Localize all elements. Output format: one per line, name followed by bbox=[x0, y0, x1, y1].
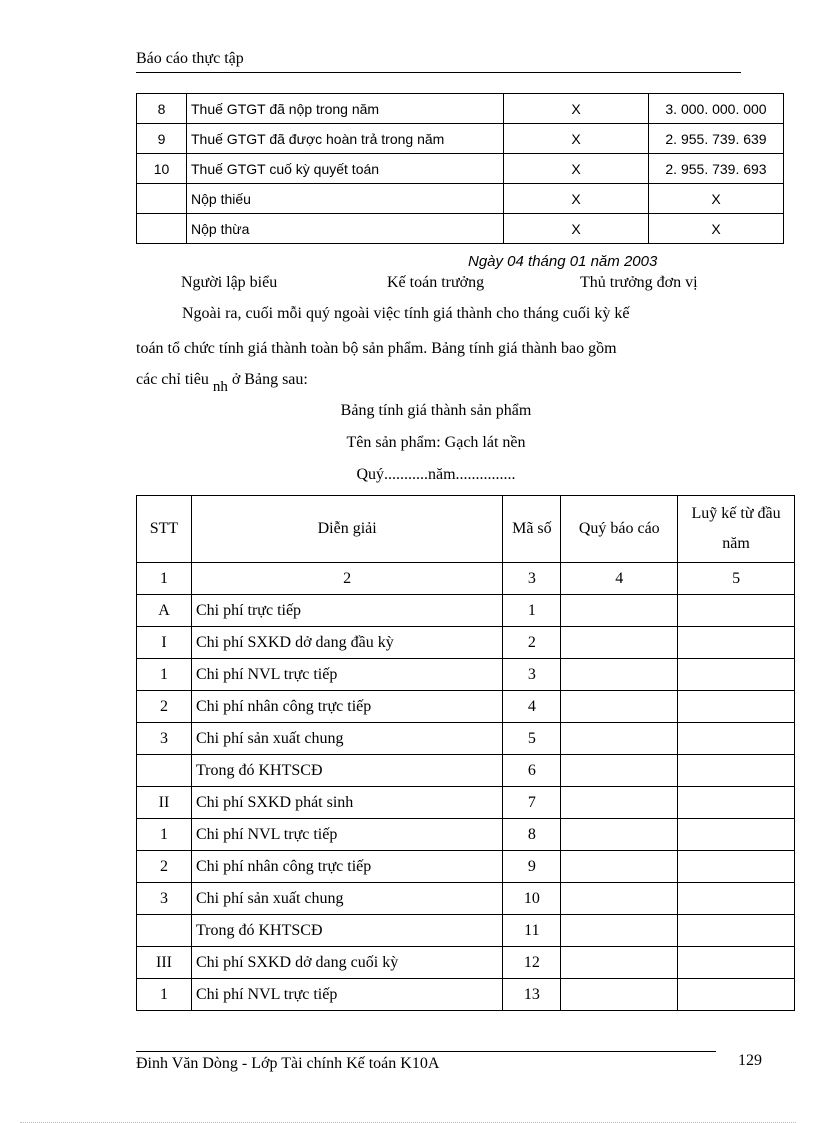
row-stt bbox=[137, 915, 192, 947]
row-description: Thuế GTGT đã được hoàn trả trong năm bbox=[187, 124, 504, 154]
vat-table-row bbox=[137, 184, 784, 214]
header-cumulative: Luỹ kế từ đầu năm bbox=[678, 496, 795, 563]
row-number bbox=[137, 184, 187, 214]
cost-table-row bbox=[137, 723, 795, 755]
period-line: Quý...........năm............... bbox=[356, 466, 516, 483]
row-code: 5 bbox=[503, 723, 561, 755]
row-description: Chi phí sản xuất chung bbox=[191, 883, 502, 915]
header-description: Diễn giải bbox=[191, 496, 502, 563]
row-code: 4 bbox=[503, 691, 561, 723]
row-stt: 3 bbox=[137, 883, 192, 915]
product-name: Tên sản phẩm: Gạch lát nền bbox=[346, 434, 526, 451]
row-cumulative-value bbox=[678, 659, 795, 691]
row-quarter-value bbox=[561, 979, 678, 1011]
cost-table-row bbox=[137, 915, 795, 947]
row-number: 8 bbox=[137, 94, 187, 124]
row-cumulative-value bbox=[678, 819, 795, 851]
row-description: Trong đó KHTSCĐ bbox=[191, 755, 502, 787]
row-code: 9 bbox=[503, 851, 561, 883]
row-cumulative-value bbox=[678, 947, 795, 979]
row-stt: 1 bbox=[137, 819, 192, 851]
row-description: Chi phí sản xuất chung bbox=[191, 723, 502, 755]
row-description: Chi phí trực tiếp bbox=[191, 595, 502, 627]
cost-table-body bbox=[137, 496, 795, 1011]
row-description: Trong đó KHTSCĐ bbox=[191, 915, 502, 947]
row-stt: 3 bbox=[137, 723, 192, 755]
vat-table-row bbox=[137, 154, 784, 184]
row-value-2: 2. 955. 739. 693 bbox=[649, 154, 784, 184]
row-cumulative-value bbox=[678, 979, 795, 1011]
row-stt: I bbox=[137, 627, 192, 659]
row-quarter-value bbox=[561, 755, 678, 787]
row-value-1: X bbox=[504, 154, 649, 184]
paragraph-line-2: toán tổ chức tính giá thành toàn bộ sản phẩm. Bảng tính giá thành bao gồm bbox=[136, 340, 617, 357]
row-description: Chi phí nhân công trực tiếp bbox=[191, 851, 502, 883]
row-description: Chi phí nhân công trực tiếp bbox=[191, 691, 502, 723]
cost-table-header-row bbox=[137, 496, 795, 563]
cost-table-index-row bbox=[137, 563, 795, 595]
row-stt bbox=[137, 755, 192, 787]
cost-table-row bbox=[137, 691, 795, 723]
row-quarter-value bbox=[561, 691, 678, 723]
cost-table-row bbox=[137, 627, 795, 659]
index-cell: 3 bbox=[503, 563, 561, 595]
vat-summary-table bbox=[136, 93, 784, 244]
row-number: 10 bbox=[137, 154, 187, 184]
row-quarter-value bbox=[561, 947, 678, 979]
index-cell: 5 bbox=[678, 563, 795, 595]
row-code: 8 bbox=[503, 819, 561, 851]
row-cumulative-value bbox=[678, 915, 795, 947]
row-cumulative-value bbox=[678, 627, 795, 659]
page-header-title: Báo cáo thực tập bbox=[136, 50, 244, 67]
vat-table-body bbox=[137, 94, 784, 244]
header-quarter: Quý báo cáo bbox=[561, 496, 678, 563]
row-description: Chi phí NVL trực tiếp bbox=[191, 819, 502, 851]
page-number: 129 bbox=[738, 1052, 762, 1069]
index-cell: 4 bbox=[561, 563, 678, 595]
row-description: Thuế GTGT cuố kỳ quyết toán bbox=[187, 154, 504, 184]
paragraph-line-3-end: ở Bảng sau: bbox=[231, 371, 308, 388]
row-value-2: 3. 000. 000. 000 bbox=[649, 94, 784, 124]
vat-table-row bbox=[137, 214, 784, 244]
signature-head: Thủ trưởng đơn vị bbox=[580, 274, 698, 291]
row-value-1: X bbox=[504, 124, 649, 154]
paragraph-line-3 bbox=[136, 371, 726, 395]
row-cumulative-value bbox=[678, 723, 795, 755]
cost-calculation-table bbox=[136, 495, 795, 1011]
row-stt: 2 bbox=[137, 691, 192, 723]
row-quarter-value bbox=[561, 627, 678, 659]
row-quarter-value bbox=[561, 915, 678, 947]
row-stt: 2 bbox=[137, 851, 192, 883]
row-stt: A bbox=[137, 595, 192, 627]
cost-table-row bbox=[137, 595, 795, 627]
paragraph-line-1: Ngoài ra, cuối mỗi quý ngoài việc tính giá thành cho tháng cuối kỳ kế bbox=[182, 305, 630, 322]
row-value-1: X bbox=[504, 94, 649, 124]
cost-table-row bbox=[137, 787, 795, 819]
row-quarter-value bbox=[561, 883, 678, 915]
row-description: Chi phí SXKD dở dang đầu kỳ bbox=[191, 627, 502, 659]
vat-table-row bbox=[137, 94, 784, 124]
header-stt: STT bbox=[137, 496, 192, 563]
row-code: 3 bbox=[503, 659, 561, 691]
row-cumulative-value bbox=[678, 691, 795, 723]
row-stt: 1 bbox=[137, 659, 192, 691]
row-code: 13 bbox=[503, 979, 561, 1011]
row-quarter-value bbox=[561, 851, 678, 883]
vat-table-row bbox=[137, 124, 784, 154]
row-description: Thuế GTGT đã nộp trong năm bbox=[187, 94, 504, 124]
row-number: 9 bbox=[137, 124, 187, 154]
row-code: 10 bbox=[503, 883, 561, 915]
cost-table-row bbox=[137, 851, 795, 883]
row-description: Nộp thiếu bbox=[187, 184, 504, 214]
footer-author: Đinh Văn Dòng - Lớp Tài chính Kế toán K10A bbox=[136, 1055, 440, 1072]
index-cell: 2 bbox=[191, 563, 502, 595]
row-stt: II bbox=[137, 787, 192, 819]
index-cell: 1 bbox=[137, 563, 192, 595]
row-number bbox=[137, 214, 187, 244]
row-description: Chi phí NVL trực tiếp bbox=[191, 659, 502, 691]
date-line: Ngày 04 tháng 01 năm 2003 bbox=[468, 253, 658, 270]
signature-preparer: Người lập biểu bbox=[181, 274, 278, 291]
cost-table-row bbox=[137, 755, 795, 787]
cost-table-title: Bảng tính giá thành sản phẩm bbox=[340, 402, 532, 419]
row-quarter-value bbox=[561, 595, 678, 627]
signature-accountant: Kế toán trưởng bbox=[387, 274, 485, 291]
row-code: 7 bbox=[503, 787, 561, 819]
row-code: 1 bbox=[503, 595, 561, 627]
row-code: 2 bbox=[503, 627, 561, 659]
row-stt: III bbox=[137, 947, 192, 979]
row-value-2: 2. 955. 739. 639 bbox=[649, 124, 784, 154]
row-quarter-value bbox=[561, 659, 678, 691]
row-cumulative-value bbox=[678, 883, 795, 915]
header-divider bbox=[136, 72, 741, 73]
row-code: 11 bbox=[503, 915, 561, 947]
footer-divider bbox=[136, 1051, 716, 1052]
paragraph-line-3-subscript: nh bbox=[212, 379, 228, 395]
row-description: Chi phí NVL trực tiếp bbox=[191, 979, 502, 1011]
row-value-2: X bbox=[649, 184, 784, 214]
row-description: Chi phí SXKD phát sinh bbox=[191, 787, 502, 819]
row-stt: 1 bbox=[137, 979, 192, 1011]
paragraph-line-3-start: các chỉ tiêu bbox=[136, 371, 209, 388]
cost-table-row bbox=[137, 947, 795, 979]
cost-table-row bbox=[137, 819, 795, 851]
row-quarter-value bbox=[561, 723, 678, 755]
row-quarter-value bbox=[561, 819, 678, 851]
cost-table-row bbox=[137, 883, 795, 915]
row-cumulative-value bbox=[678, 787, 795, 819]
row-value-2: X bbox=[649, 214, 784, 244]
row-description: Chi phí SXKD dở dang cuối kỳ bbox=[191, 947, 502, 979]
row-cumulative-value bbox=[678, 755, 795, 787]
row-value-1: X bbox=[504, 184, 649, 214]
cost-table-row bbox=[137, 979, 795, 1011]
row-description: Nộp thừa bbox=[187, 214, 504, 244]
row-cumulative-value bbox=[678, 595, 795, 627]
cost-table-row bbox=[137, 659, 795, 691]
header-code: Mã số bbox=[503, 496, 561, 563]
row-quarter-value bbox=[561, 787, 678, 819]
row-code: 6 bbox=[503, 755, 561, 787]
row-code: 12 bbox=[503, 947, 561, 979]
row-cumulative-value bbox=[678, 851, 795, 883]
row-value-1: X bbox=[504, 214, 649, 244]
